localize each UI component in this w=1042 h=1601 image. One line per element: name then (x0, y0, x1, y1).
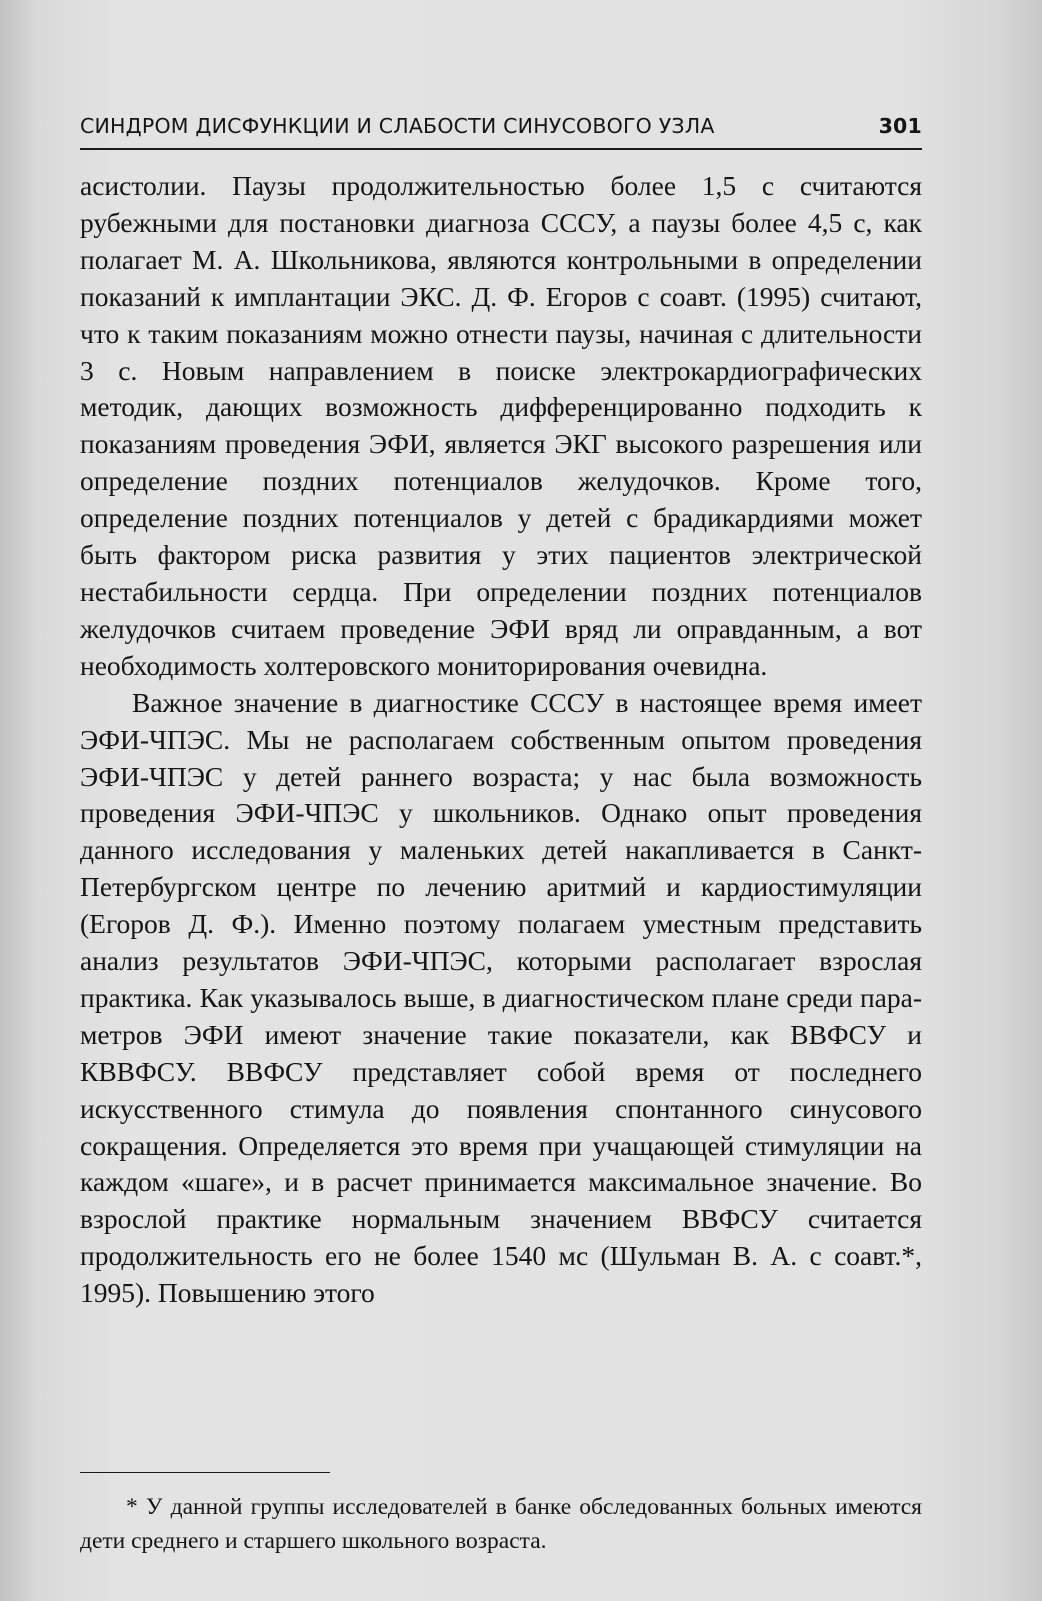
footnote: * У данной группы исследователей в банке обследованных больных имеются дети среднего и старшего школьного возраста. (80, 1494, 922, 1554)
page-number: 301 (878, 114, 922, 138)
paragraph-1: асистолии. Паузы продолжительностью более 1,5 с считаются рубежными для постановки диагноза СССУ, а паузы более 4,5 с, как полагает М. А. Школьникова, являются контрольными в определении показаний к имплантации ЭКС. Д. Ф. Егоров с соавт. (1995) считают, что к таким показаниям можно отнести паузы, начиная с длительности 3 с. Новым направлением в поиске электрокардиографических методик, дающих возможность дифференцированно подходить к показаниям проведения ЭФИ, является ЭКГ высокого разрешения или определение поздних потенциалов желудочков. Кроме того, определение поздних потенциалов у детей с брадикардиями может быть фактором риска развития у этих пациентов электрической нестабильности сердца. При определении поздних потенциалов желудочков считаем проведение ЭФИ вряд ли оправданным, а вот необходимость холтеровского мониторирования очевидна. (80, 170, 922, 681)
footnote-divider (80, 1472, 330, 1473)
running-head (80, 110, 922, 150)
running-title: СИНДРОМ ДИСФУНКЦИИ И СЛАБОСТИ СИНУСОВОГО УЗЛА (80, 114, 715, 138)
body-text (80, 168, 922, 1312)
paragraph-2: Важное значение в диагностике СССУ в настоящее время имеет ЭФИ-ЧПЭС. Мы не располагаем собственным опытом проведения ЭФИ-ЧПЭС у детей раннего возраста; у нас была возможность проведения ЭФИ-ЧПЭС у школьников. Однако опыт проведения данного исследования у маленьких детей накапливается в Санкт-Петербургском центре по лечению аритмий и кардиостимуляции (Егоров Д. Ф.). Именно поэтому полагаем уместным представить анализ результатов ЭФИ-ЧПЭС, которыми располагает взрослая практика. Как указывалось выше, в диагностическом плане среди параметров ЭФИ имеют значение такие показатели, как ВВФСУ и КВВФСУ. ВВФСУ представляет собой время от последнего искусственного стимула до появления спонтанного синусового сокращения. Определяется это время при учащающей стимуляции на каждом «шаге», и в расчет принимается максимальное значение. Во взрослой практике нормальным значением ВВФСУ считается продолжительность его не более 1540 мс (Шульман В. А. с соавт.*, 1995). Повышению этого (80, 686, 922, 1309)
